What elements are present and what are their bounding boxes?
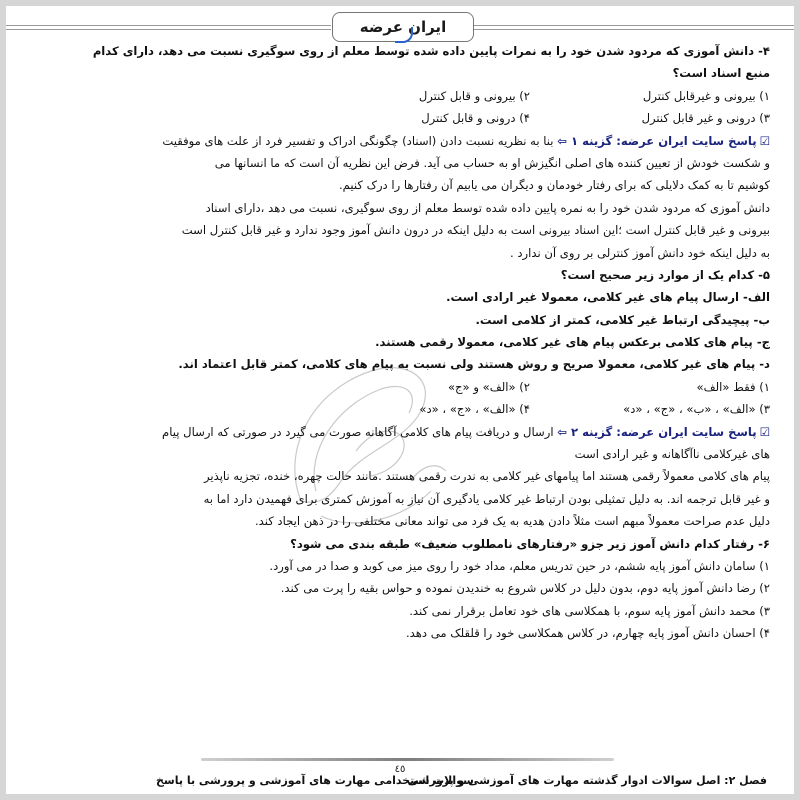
question-6-title: ۶- رفتار کدام دانش آموز زیر جزو «رفتارهای نامطلوب ضعیف» طبقه بندی می شود؟	[290, 536, 770, 551]
question-6-option-2: ۲) رضا دانش آموز پایه دوم، بدون دلیل در کلاس شروع به خندیدن نموده و حواس بقیه را پرت می کند.	[280, 581, 770, 596]
answer-4-line: بیرونی و غیر قابل کنترل است ؛این اسناد بیرونی است به دلیل اینکه در درون دانش آموز وجود ندارد و غیر قابل کنترل است	[181, 223, 770, 238]
answer-5-line: پیام های کلامی معمولاً رقمی هستند اما پیامهای غیر کلامی به ندرت رقمی هستند .مانند حالت چهره، خنده، تجزیه ناپذیر	[204, 469, 770, 484]
question-6-option-1: ۱) سامان دانش آموز پایه ششم، در حین تدریس معلم، مداد خود را روی میز می کوبد و صدا در می آورد.	[269, 558, 770, 573]
question-4-options-row-1	[34, 85, 770, 107]
logo-text: ایران عرضه	[359, 18, 447, 36]
statement-be: ب- پیچیدگی ارتباط غیر کلامی، کمتر از کلامی است.	[475, 312, 770, 327]
answer-text: بنا به نظریه نسبت دادن (اسناد) چگونگی ادراک و تفسیر فرد از علت های موفقیت	[162, 133, 554, 148]
answer-heading: پاسخ سایت ایران عرضه: گزینه ۱ ⇦	[557, 133, 757, 148]
option-4: ۴) «الف» ، «ج» ، «د»	[419, 402, 530, 417]
answer-text: ارسال و دریافت پیام های کلامی آگاهانه صورت می گیرد در صورتی که ارسال پیام	[162, 424, 554, 439]
question-4-options-row-2	[34, 107, 770, 129]
answer-5	[34, 421, 770, 443]
header-rule-right	[473, 25, 794, 30]
answer-4	[34, 130, 770, 152]
statement-dal: د- پیام های غیر کلامی، معمولا صریح و روش هستند ولی نسبت به پیام های کلامی، کمتر قابل اعتماد اند.	[178, 357, 770, 372]
question-6-option-3: ۳) محمد دانش آموز پایه سوم، با همکلاسی های خود تعامل برقرار نمی کند.	[409, 603, 770, 618]
answer-4-line: و شکست خودش از تعیین کننده های اصلی انگیزش او به حساب می آید. فرض این نظریه آن است که ما انسانها می	[214, 155, 770, 170]
question-5-options-row-2	[34, 398, 770, 420]
statement-jim: ج- پیام های کلامی برعکس پیام های غیر کلامی، معمولا رقمی هستند.	[375, 335, 770, 350]
document-body	[34, 40, 770, 645]
option-2: ۲) بیرونی و قابل کنترل	[418, 88, 530, 103]
footer-book-title: سوالات استخدامی مهارت های آموزشی و پرورشی با پاسخ	[156, 774, 474, 787]
site-logo	[332, 12, 474, 42]
option-2: ۲) «الف» و «ج»	[447, 379, 530, 394]
footer-rule	[201, 758, 614, 761]
question-4-text: ۴- دانش آموزی که مردود شدن خود را به نمرات پایین داده شده توسط معلم از روی سوگیری نسبت می دهد، دارای کدام	[92, 44, 770, 58]
statement-alef: الف- ارسال پیام های غیر کلامی، معمولا غیر ارادی است.	[446, 290, 770, 305]
answer-heading: پاسخ سایت ایران عرضه: گزینه ۲ ⇦	[557, 424, 757, 439]
footer-chapter-title: فصل ۲: اصل سوالات ادوار گذشته مهارت های آموزشی و پرورشی	[407, 774, 767, 787]
question-5-title: ۵- کدام یک از موارد زیر صحیح است؟	[560, 267, 770, 282]
question-4-text-cont: منبع اسناد است؟	[672, 66, 770, 81]
option-1: ۱) فقط «الف»	[696, 379, 770, 394]
answer-4-line: دانش آموزی که مردود شدن خود را به نمره پایین داده شده توسط معلم از روی سوگیری، نسبت می دهد ،دارای اسناد	[205, 200, 770, 215]
answer-5-line: دلیل عدم صراحت معمولاً مبهم است مثلاً دادن هدیه به یک فرد می تواند معانی مختلفی را در ذهن ایجاد کند.	[254, 514, 770, 529]
question-5-options-row-1	[34, 376, 770, 398]
header-rule-left	[6, 25, 331, 30]
answer-5-line: و غیر قابل ترجمه اند. به دلیل تمثیلی بودن ارتباط غیر کلامی یادگیری آن نیاز به آموزش کمتری برای فهمیدن دارد اما به	[203, 491, 770, 506]
answer-4-line: به دلیل اینکه خود دانش آموز کنترلی بر روی آن ندارد .	[510, 245, 770, 260]
answer-5-line: های غیرکلامی ناآگاهانه و غیر ارادی است	[574, 447, 770, 462]
question-6-option-4: ۴) احسان دانش آموز پایه چهارم، در کلاس همکلاسی خود را قلقلک می دهد.	[405, 626, 770, 641]
option-1: ۱) بیرونی و غیرقابل کنترل	[642, 88, 770, 103]
page-number: ٤٥	[394, 764, 406, 775]
document-page	[6, 6, 794, 794]
option-3: ۳) «الف» ، «ب» ، «ج» ، «د»	[623, 402, 770, 417]
checkbox-icon: ☑	[759, 133, 770, 148]
checkbox-icon: ☑	[759, 424, 770, 439]
option-4: ۴) درونی و قابل کنترل	[421, 111, 530, 126]
option-3: ۳) درونی و غیر قابل کنترل	[641, 111, 770, 126]
answer-4-line: کوشیم تا به کمک دلایلی که برای رفتار خودمان و دیگران می یابیم آن رفتارها را درک کنیم.	[338, 178, 770, 193]
